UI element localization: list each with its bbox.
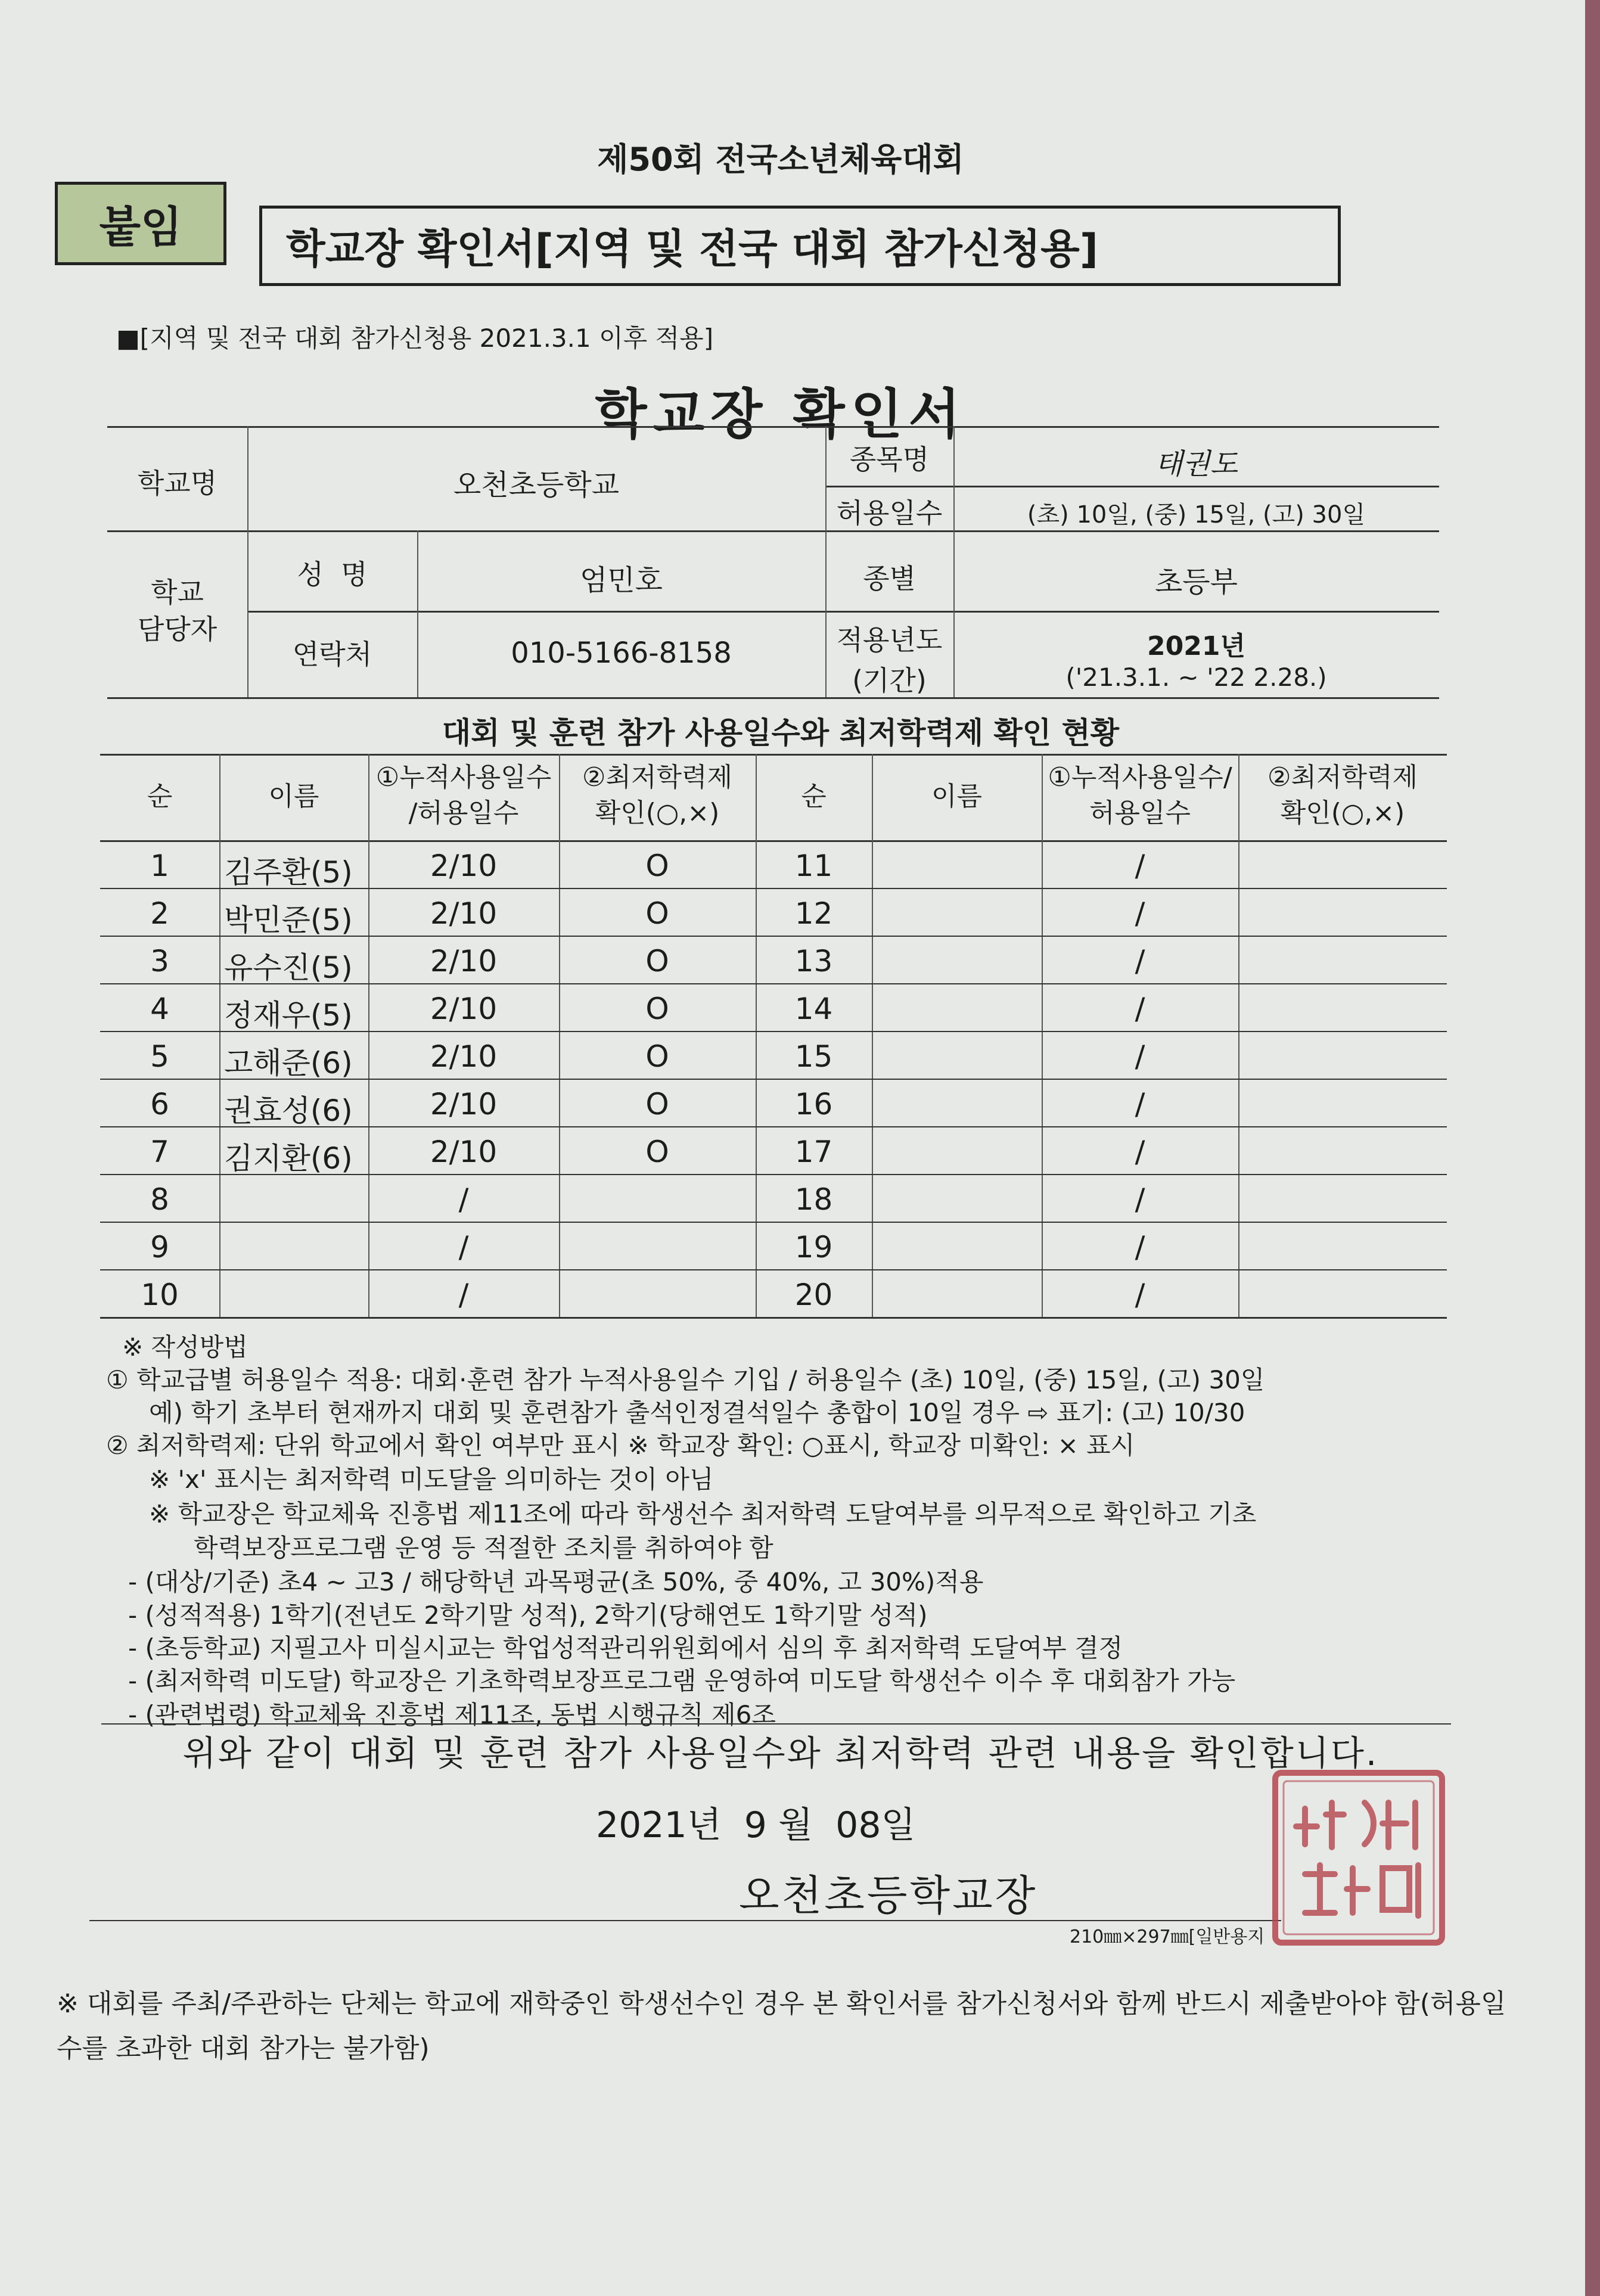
- manager-label-1: 학교: [151, 576, 204, 608]
- row-right-days: /: [1135, 1278, 1145, 1312]
- row-left-days: 2/10: [430, 849, 498, 883]
- apply-note: ■[지역 및 전국 대회 참가신청용 2021.3.1 이후 적용]: [116, 324, 714, 353]
- instruction-line: ※ 학교장은 학교체육 진흥법 제11조에 따라 학생선수 최저학력 도달여부를 의무적으로 확인하고 기초: [149, 1499, 1257, 1528]
- row-left-days: /: [458, 1182, 469, 1217]
- header-check-right-line1: ②최저학력제: [1267, 762, 1418, 793]
- row-right-no: 16: [794, 1087, 833, 1121]
- header-name-left: 이름: [268, 781, 319, 812]
- year-value: 2021년: [1147, 631, 1245, 661]
- row-right-no: 17: [794, 1135, 833, 1169]
- sign-date: 2021년 9 월 08일: [596, 1804, 916, 1846]
- row-right-days: /: [1135, 1087, 1145, 1121]
- person-name-value: 엄민호: [579, 564, 663, 597]
- header-name-right: 이름: [931, 781, 982, 812]
- row-right-no: 11: [794, 849, 833, 883]
- row-left-no: 1: [150, 849, 169, 883]
- row-left-check: O: [645, 1039, 669, 1074]
- row-left-name: 유수진(5): [224, 950, 353, 985]
- row-left-check: O: [645, 896, 669, 931]
- sport-value: 태권도: [1154, 448, 1238, 481]
- row-right-days: /: [1135, 992, 1145, 1026]
- header-days-left-line1: ①누적사용일수: [375, 762, 552, 793]
- header-days-left: [368, 760, 559, 831]
- manager-label-2: 담당자: [137, 613, 218, 645]
- confirmation-text: 위와 같이 대회 및 훈련 참가 사용일수와 최저학력 관련 내용을 확인합니다.: [182, 1733, 1379, 1773]
- instruction-line: - (초등학교) 지필고사 미실시교는 학업성적관리위원회에서 심의 후 최저학력 도달여부 결정: [128, 1633, 1123, 1663]
- instruction-line: 예) 학기 초부터 현재까지 대회 및 훈련참가 출석인정결석일수 총합이 10일 경우 ⇨ 표기: (고) 10/30: [149, 1398, 1245, 1427]
- instruction-line: ② 최저학력제: 단위 학교에서 확인 여부만 표시 ※ 학교장 확인: ○표시, 학교장 미확인: × 표시: [106, 1431, 1135, 1460]
- row-left-days: 2/10: [430, 1135, 498, 1169]
- row-right-days: /: [1135, 1182, 1145, 1217]
- row-left-name: 정재우(5): [224, 998, 353, 1033]
- instruction-line: - (최저학력 미도달) 학교장은 기초학력보장프로그램 운영하여 미도달 학생선수 이수 후 대회참가 가능: [128, 1666, 1236, 1695]
- row-left-no: 4: [150, 992, 169, 1026]
- row-left-days: 2/10: [430, 896, 498, 931]
- row-left-name: 권효성(6): [224, 1093, 353, 1128]
- header-check-right-line2: 확인(○,×): [1280, 798, 1405, 828]
- sport-label: 종목명: [849, 443, 930, 476]
- allowed-days-label: 허용일수: [836, 497, 943, 529]
- row-left-check: O: [645, 849, 669, 883]
- header-check-left: [559, 760, 756, 831]
- document-title: 학교장 확인서: [595, 383, 967, 446]
- row-right-no: 14: [794, 992, 833, 1026]
- row-left-no: 6: [150, 1087, 169, 1121]
- school-name-value: 오천초등학교: [453, 468, 620, 502]
- row-right-no: 20: [794, 1278, 833, 1312]
- header-no-right: 순: [801, 781, 827, 812]
- row-right-days: /: [1135, 1230, 1145, 1264]
- instruction-line: - (관련법령) 학교체육 진흥법 제11조, 동법 시행규칙 제6조: [128, 1700, 776, 1729]
- row-right-days: /: [1135, 896, 1145, 931]
- header-no-left: 순: [147, 781, 173, 812]
- footnote: ※ 대회를 주최/주관하는 단체는 학교에 재학중인 학생선수인 경우 본 확인서를 참가신청서와 함께 반드시 제출받아야 함(허용일수를 초과한 대회 참가는 불가함): [57, 1989, 1506, 2064]
- contact-value: 010-5166-8158: [511, 636, 732, 670]
- principal-title: 오천초등학교장: [739, 1871, 1038, 1920]
- row-left-check: O: [645, 1087, 669, 1121]
- instruction-line: - (대상/기준) 초4 ~ 고3 / 해당학년 과목평균(초 50%, 중 40%, 고 30%)적용: [128, 1567, 984, 1596]
- header-days-right-line2: 허용일수: [1089, 798, 1191, 828]
- instruction-line: - (성적적용) 1학기(전년도 2학기말 성적), 2학기(당해연도 1학기말 성적): [128, 1601, 928, 1630]
- category-value: 초등부: [1154, 566, 1238, 599]
- row-left-no: 2: [150, 896, 169, 931]
- row-right-days: /: [1135, 1039, 1145, 1074]
- row-left-no: 5: [150, 1039, 169, 1074]
- person-name-label: 성 명: [297, 558, 368, 591]
- row-left-name: 박민준(5): [224, 903, 353, 937]
- row-left-name: 고해준(6): [224, 1046, 353, 1080]
- row-left-no: 10: [141, 1278, 179, 1312]
- header-check-left-line1: ②최저학력제: [582, 762, 732, 793]
- row-right-no: 18: [794, 1182, 833, 1217]
- instruction-line: 학력보장프로그램 운영 등 적절한 조치를 취하여야 함: [194, 1533, 773, 1562]
- row-right-days: /: [1135, 849, 1145, 883]
- row-left-days: /: [458, 1278, 469, 1312]
- attachment-tag: 붙임: [55, 182, 226, 265]
- header-check-left-line2: 확인(○,×): [595, 798, 720, 828]
- row-left-days: 2/10: [430, 1087, 498, 1121]
- row-left-check: O: [645, 1135, 669, 1169]
- category-label: 종별: [863, 563, 916, 595]
- school-name-label: 학교명: [137, 467, 218, 499]
- row-right-no: 13: [794, 944, 833, 978]
- instructions-heading: ※ 작성방법: [122, 1332, 248, 1362]
- row-left-name: 김주환(5): [224, 855, 353, 890]
- row-left-no: 8: [150, 1182, 169, 1217]
- header-check-right: [1238, 760, 1447, 831]
- row-left-no: 3: [150, 944, 169, 978]
- row-left-days: 2/10: [430, 992, 498, 1026]
- paper-size-note: 210㎜×297㎜[일반용지: [1070, 1927, 1265, 1947]
- header-days-right: [1042, 760, 1238, 831]
- year-label-2: (기간): [852, 664, 927, 697]
- row-left-days: 2/10: [430, 944, 498, 978]
- event-title: 제50회 전국소년체육대회: [597, 141, 964, 178]
- row-left-check: O: [645, 944, 669, 978]
- instruction-line: ① 학교급별 허용일수 적용: 대회·훈련 참가 누적사용일수 기입 / 허용일수 (초) 10일, (중) 15일, (고) 30일: [106, 1365, 1265, 1394]
- row-left-no: 7: [150, 1135, 169, 1169]
- row-right-days: /: [1135, 1135, 1145, 1169]
- school-seal-icon: [1269, 1767, 1448, 1949]
- contact-label: 연락처: [292, 638, 372, 670]
- row-right-no: 19: [794, 1230, 833, 1264]
- year-label-1: 적용년도: [836, 624, 943, 656]
- header-days-right-line1: ①누적사용일수/: [1048, 762, 1232, 793]
- year-period: ('21.3.1. ~ '22 2.28.): [1065, 663, 1327, 692]
- allowed-days-value: (초) 10일, (중) 15일, (고) 30일: [1027, 501, 1366, 529]
- row-left-check: O: [645, 992, 669, 1026]
- row-left-name: 김지환(6): [224, 1141, 353, 1176]
- header-days-left-line2: /허용일수: [408, 798, 519, 828]
- section-title: 대회 및 훈련 참가 사용일수와 최저학력제 확인 현황: [442, 716, 1120, 750]
- row-right-no: 15: [794, 1039, 833, 1074]
- row-left-days: /: [458, 1230, 469, 1264]
- form-title: 학교장 확인서[지역 및 전국 대회 참가신청용]: [259, 206, 1341, 286]
- row-left-no: 9: [150, 1230, 169, 1264]
- row-right-days: /: [1135, 944, 1145, 978]
- participant-table: [100, 754, 1447, 1317]
- row-right-no: 12: [794, 896, 833, 931]
- instruction-line: ※ 'x' 표시는 최저학력 미도달을 의미하는 것이 아님: [149, 1465, 714, 1494]
- row-left-days: 2/10: [430, 1039, 498, 1074]
